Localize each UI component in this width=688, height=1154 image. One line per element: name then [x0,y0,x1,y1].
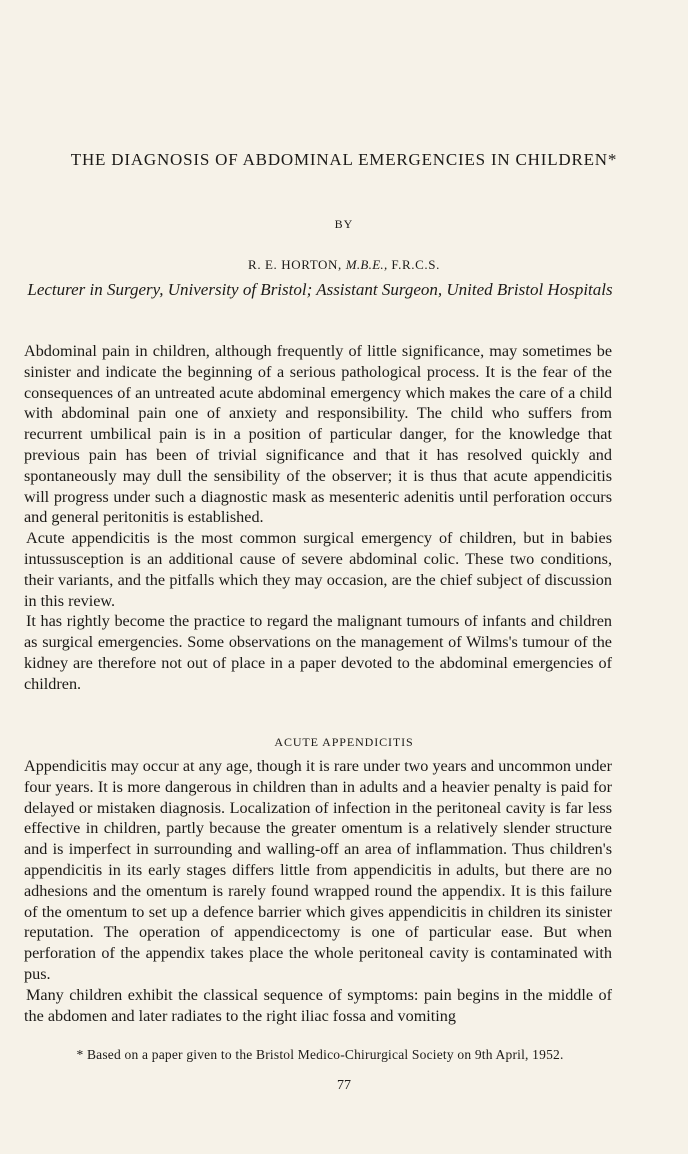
paragraph: Acute appendicitis is the most common surgical emergency of children, but in babies intussusception is an additional cause of severe abdominal colic. These two conditions, their variants, and the pitfalls which they may occasion, are the chief subject of discussion in this review. [24,529,612,610]
paragraph: Appendicitis may occur at any age, though it is rare under two years and uncommon under four years. It is more dangerous in children than in adults and a heavier penalty is paid for delayed or mistaken diagnosis. Localization of infection in the peritoneal cavity is far less effective in children, partly because the greater omentum is a relatively slender structure and is imperfect in surrounding and walling-off an area of inflammation. Thus children's appendicitis in its early stages differs little from appendicitis in adults, but there are no adhesions and the omentum is rarely found wrapped round the appendix. It is this failure of the omentum to set up a defence barrier which gives appendicitis in children its sinister reputation. The operation of appendicectomy is one of particular ease. But when perforation of the appendix takes place the whole peritoneal cavity is contaminated with pus. [24,757,612,983]
author-line [0,257,688,273]
paragraph: Abdominal pain in children, although frequently of little significance, may sometimes be sinister and indicate the beginning of a serious pathological process. It is the fear of the consequences of an untreated acute abdominal emergency which makes the care of a child with abdominal pain one of anxiety and responsibility. The child who suffers from recurrent umbilical pain is in a position of particular danger, for the knowledge that previous pain has been of trivial significance and that it has resolved quickly and spontaneously may dull the sensibility of the observer; it is thus that acute appendicitis will progress under such a diagnostic mask as mesenteric adenitis until perforation occurs and general peritonitis is established. [24,342,612,527]
author-degree: M.B.E., [345,257,388,272]
intro-body [24,341,612,695]
author-affiliation: Lecturer in Surgery, University of Bristol; Assistant Surgeon, United Bristol Hospitals [27,280,613,299]
section-heading: ACUTE APPENDICITIS [274,735,414,749]
section-body [24,756,612,1026]
footnote: * Based on a paper given to the Bristol Medico-Chirurgical Society on 9th April, 1952. [76,1047,564,1062]
page-number: 77 [337,1078,351,1093]
byline-by: BY [334,217,354,231]
author-fellowship: F.R.C.S. [391,257,440,272]
author-name: R. E. HORTON, [248,257,342,272]
article-title: THE DIAGNOSIS OF ABDOMINAL EMERGENCIES IN CHILDREN* [70,150,618,169]
paragraph: It has rightly become the practice to regard the malignant tumours of infants and children as surgical emergencies. Some observations on the management of Wilms's tumour of the kidney are therefore not out of place in a paper devoted to the abdominal emergencies of children. [24,612,612,693]
paragraph: Many children exhibit the classical sequence of symptoms: pain begins in the middle of the abdomen and later radiates to the right iliac fossa and vomiting [24,985,612,1025]
